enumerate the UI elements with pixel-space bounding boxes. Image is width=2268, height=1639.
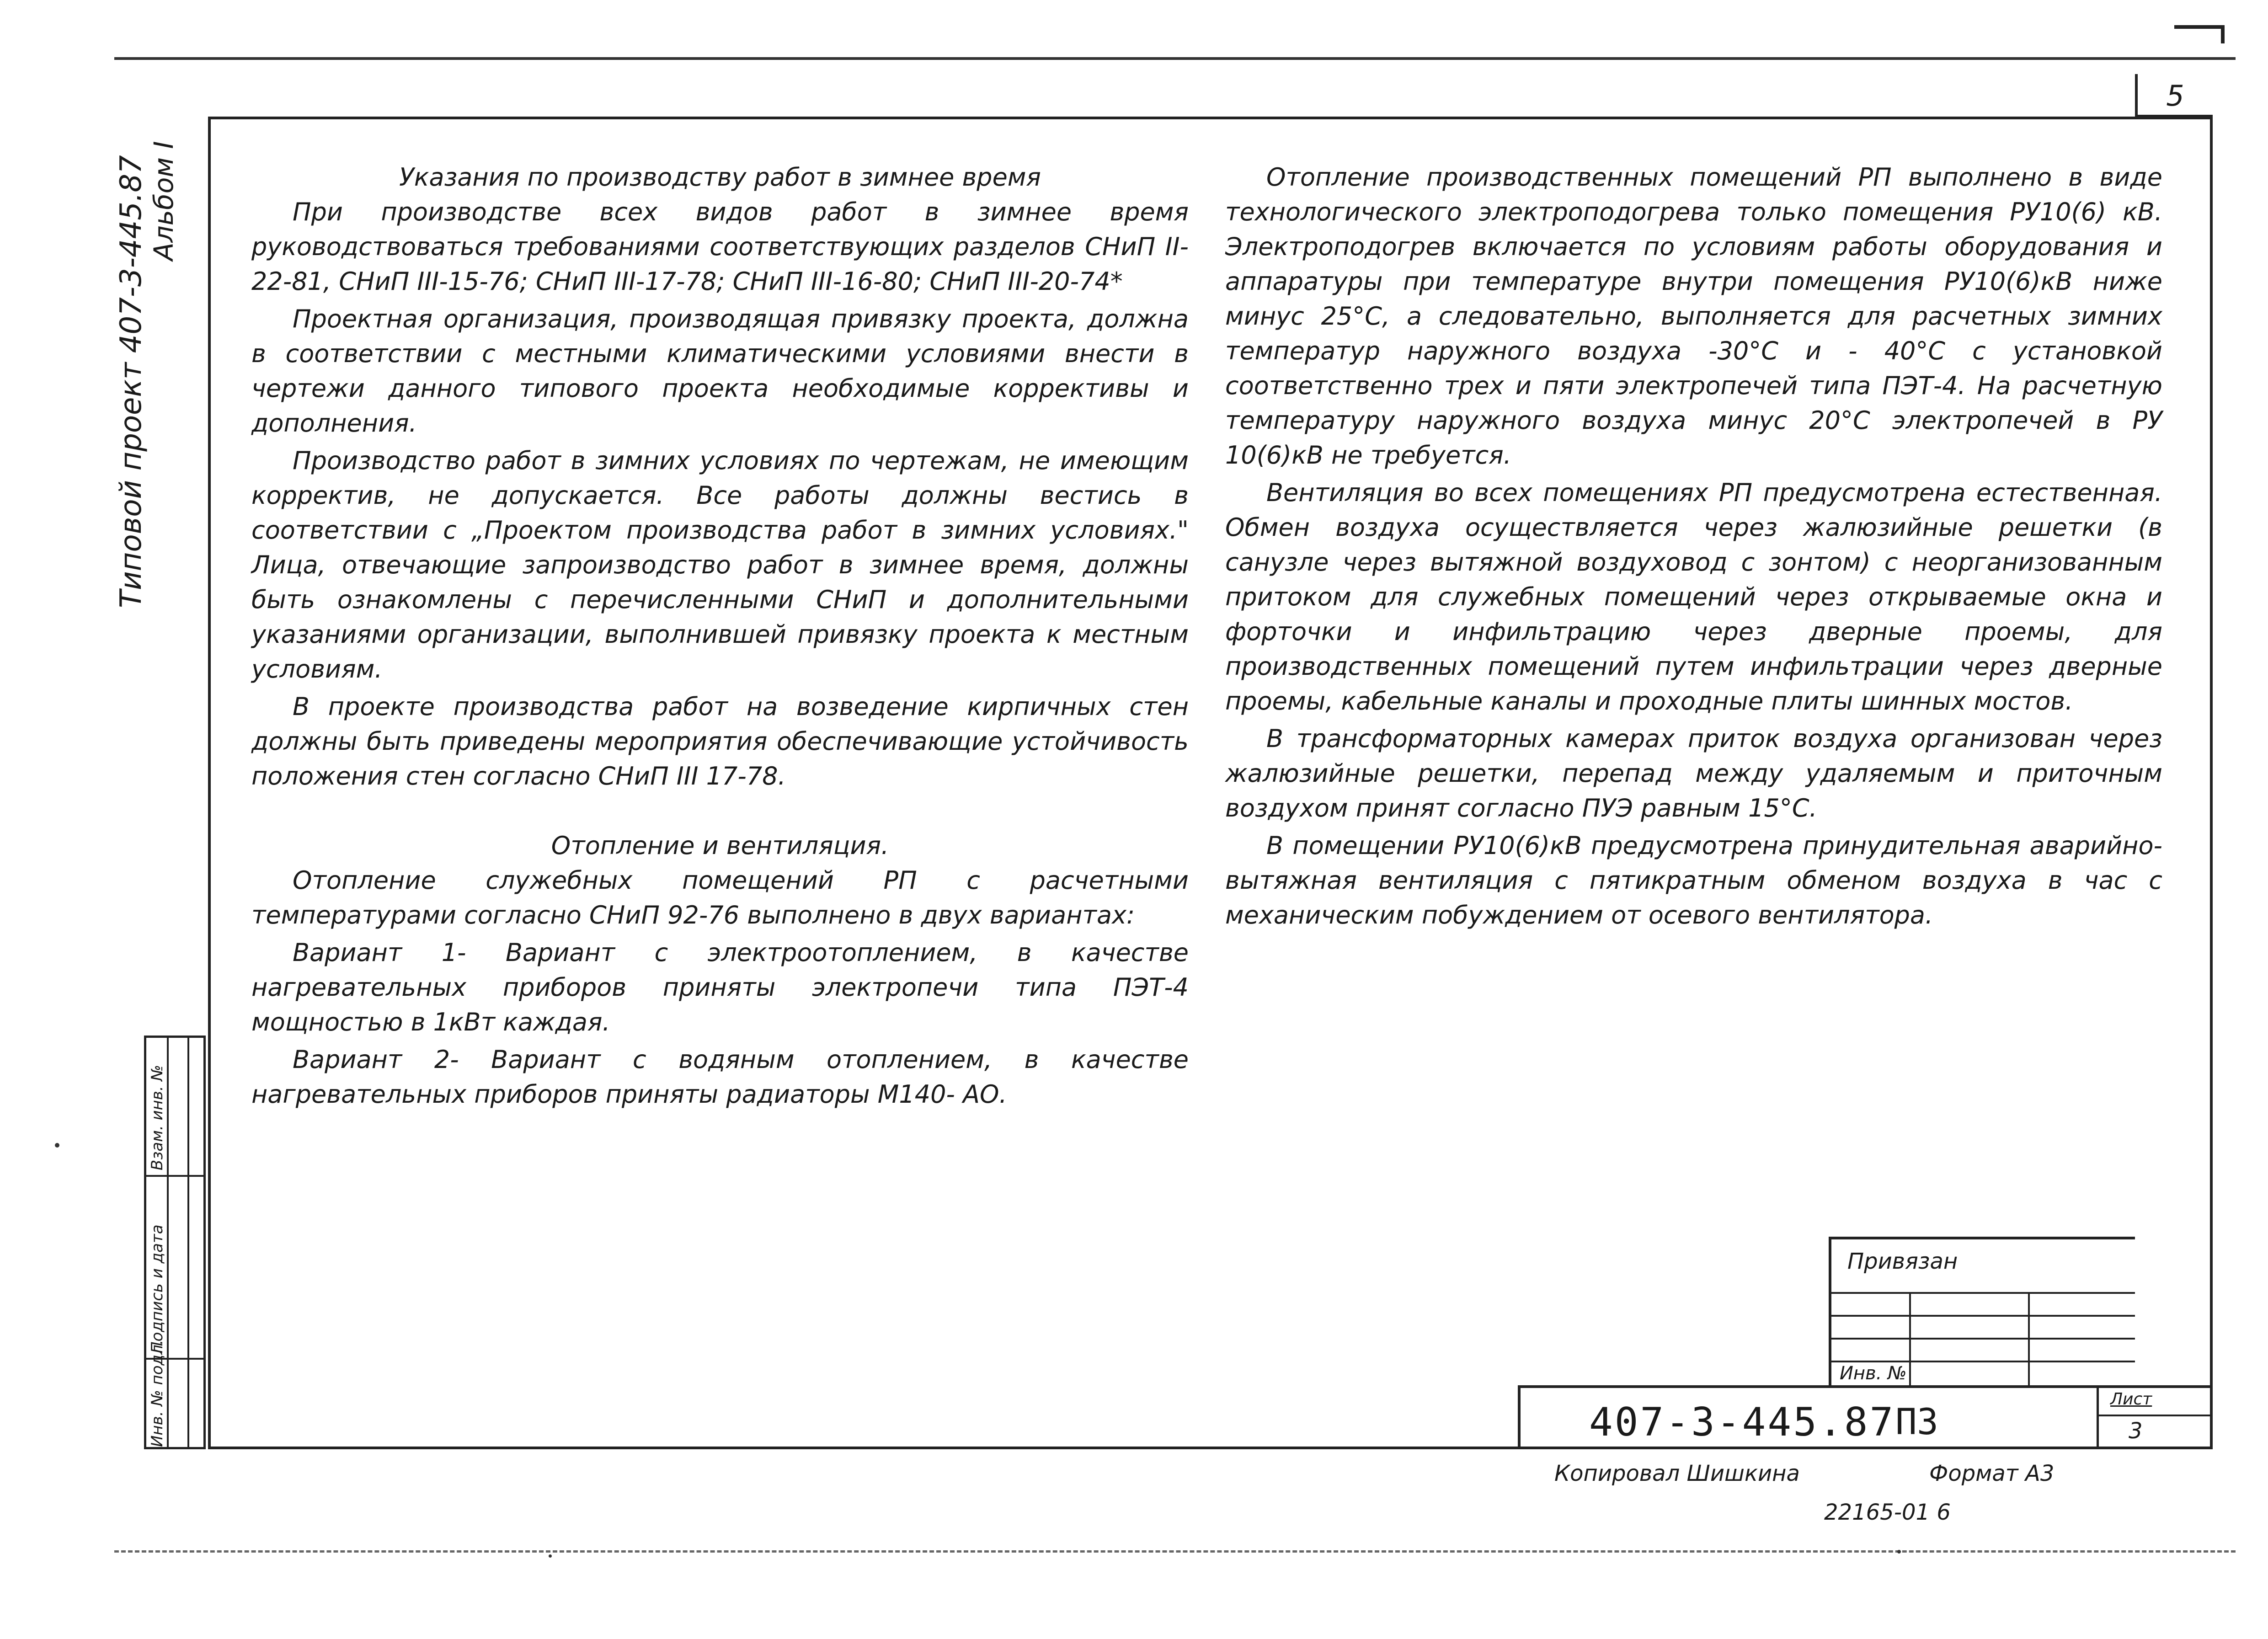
page-number: 5 (2166, 79, 2184, 112)
paper-format: Формат А3 (1929, 1461, 2055, 1486)
title-block-separator (2097, 1388, 2099, 1449)
winter-paragraph: В проекте производства работ на возведение кирпичных стен должны быть приведены мероприятия обеспечивающие устойчивость положения стен согласно СНиП III 17-78. (251, 692, 1189, 790)
title-block-separator (2097, 1415, 2213, 1416)
winter-paragraph: Производство работ в зимних условиях по чертежам, не имеющим корректив, не допускается. Все работы должны вестись в соответствии с „Проектом производства работ в зимних условиях." Лица, отвечающие запроизводство работ в зимнее время, должны быть ознакомлены с перечисленными СНиП и дополнительными указаниями организации, выполнившей привязку проекта к местным условиям. (251, 446, 1189, 683)
heating-paragraph: Отопление служебных помещений РП с расчетными температурами согласно СНиП 92-76 выполнено в двух вариантах: (251, 866, 1189, 929)
side-stamp (144, 1036, 206, 1449)
title-block (1518, 1385, 2213, 1449)
stamp-inv-podl: Инв. № подл. (148, 1340, 166, 1447)
order-number: 22165-01 6 (1824, 1500, 1951, 1525)
stamp-podpis: Подпись и дата (148, 1224, 166, 1353)
project-code: 407-3-445.87 (1589, 1399, 1895, 1445)
heating-paragraph: Вариант 1- Вариант с электроотоплением, в качестве нагревательных приборов приняты электропечи типа ПЭТ-4 мощностью в 1кВт каждая. (251, 938, 1189, 1036)
side-title (114, 59, 197, 608)
right-paragraph: Вентиляция во всех помещениях РП предусмотрена естественная. Обмен воздуха осуществляется через жалюзийные решетки (в санузле через вытяжной воздуховод с зонтом) с неорганизованным притоком для служебных помещений через открываемые окна и форточки и инфильтрацию через дверные проемы, для производственных помещений путем инфильтрации через дверные проемы, кабельные каналы и проходные плиты шинных мостов. (1225, 478, 2162, 715)
right-paragraph: В трансформаторных камерах приток воздуха организован через жалюзийные решетки, перепад между удаляемым и приточным воздухом принят согласно ПУЭ равным 15°С. (1225, 724, 2162, 822)
corner-mark-tick (2221, 25, 2225, 43)
winter-paragraph: При производстве всех видов работ в зимнее время руководствоваться требованиями соответствующих разделов СНиП II-22-81, СНиП III-15-76; СНиП III-17-78; СНиП III-16-80; СНиП III-20-74* (251, 198, 1189, 296)
side-title-project: Типовой проект 407-3-445.87 (114, 155, 148, 608)
grid-line (1831, 1338, 2135, 1340)
grid-line (1909, 1292, 1911, 1388)
page-number-box (2135, 74, 2213, 117)
sheet-label: Лист (2110, 1390, 2152, 1409)
scan-speck (55, 1143, 59, 1148)
inv-no-label: Инв. № (1840, 1363, 1907, 1384)
stamp-divider (146, 1175, 203, 1177)
stamp-column (167, 1038, 189, 1447)
heating-heading: Отопление и вентиляция. (551, 831, 889, 860)
grid-line (1831, 1292, 2135, 1294)
scan-speck (1897, 1550, 1901, 1554)
grid-line (1831, 1315, 2135, 1317)
right-column (1225, 160, 2162, 935)
left-column (251, 160, 1189, 1115)
document-type: ПЗ (1895, 1402, 1938, 1443)
stamp-vzam: Взам. инв. № (148, 1065, 166, 1170)
winter-works-heading: Указания по производству работ в зимнее время (399, 163, 1041, 192)
grid-line (2028, 1292, 2030, 1388)
scan-speck (549, 1554, 552, 1558)
sheet-number: 3 (2129, 1418, 2143, 1444)
right-paragraph: В помещении РУ10(6)кВ предусмотрена принудительная аварийно-вытяжная вентиляция с пятикратным обменом воздуха в час с механическим побуждением от осевого вентилятора. (1225, 831, 2162, 929)
privyazan-label: Привязан (1847, 1249, 1958, 1274)
winter-paragraph: Проектная организация, производящая привязку проекта, должна в соответствии с местными климатическими условиями внести в чертежи данного типового проекта необходимые коррективы и дополнения. (251, 304, 1189, 438)
heating-paragraph: Вариант 2- Вариант с водяным отоплением, в качестве нагревательных приборов приняты радиаторы М140- АО. (251, 1045, 1189, 1109)
copied-by: Копировал Шишкина (1554, 1461, 1800, 1486)
grid-line (1831, 1361, 2135, 1362)
side-title-album: Альбом I (148, 141, 179, 261)
right-paragraph: Отопление производственных помещений РП выполнено в виде технологического электроподогрева только помещения РУ10(6) кВ. Электроподогрев включается по условиям работы оборудования и аппаратуры при температуре внутри помещения РУ10(6)кВ ниже минус 25°С, а следовательно, выполняется для расчетных зимних температур наружного воздуха -30°С и - 40°С с установкой соответственно трех и пяти электропечей типа ПЭТ-4. На расчетную температуру наружного воздуха минус 20°С электропечей в РУ 10(6)кВ не требуется. (1225, 163, 2162, 470)
corner-mark (2174, 25, 2225, 29)
privyazan-block (1829, 1237, 2135, 1388)
